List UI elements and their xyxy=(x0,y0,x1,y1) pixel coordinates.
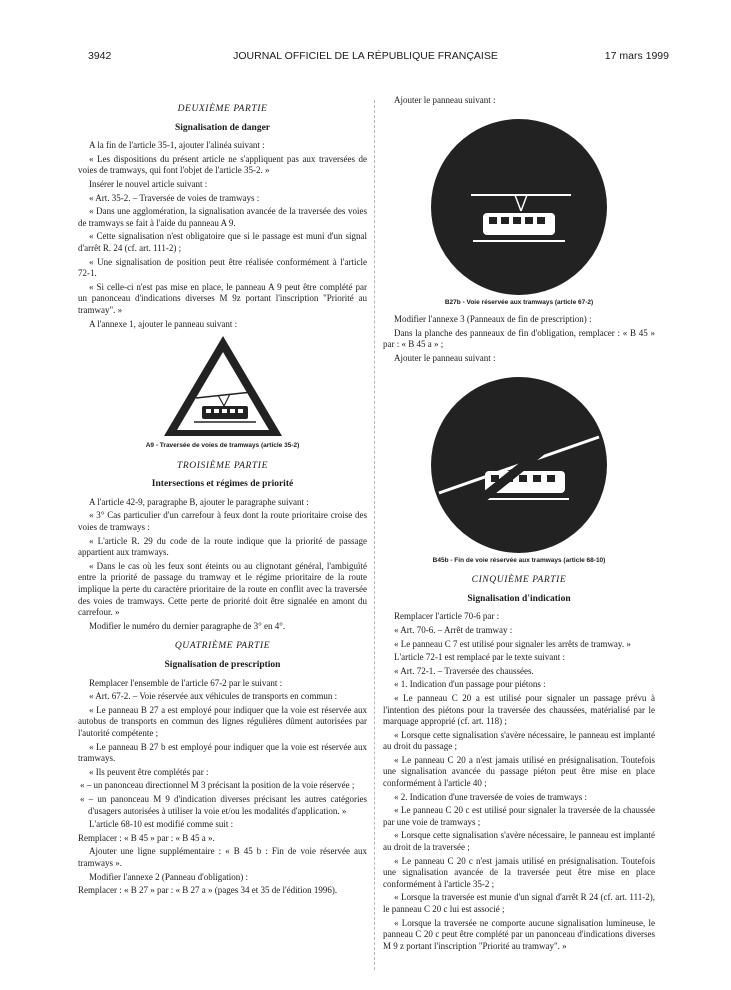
page-number: 3942 xyxy=(88,50,112,62)
figure-caption: A9 - Traversée de voies de tramways (article 35-2) xyxy=(145,442,300,450)
paragraph: « 3° Cas particulier d'un carrefour à feux dont la route prioritaire croise des voies de tramways : xyxy=(78,510,367,533)
paragraph: « Le panneau B 27 a est employé pour indiquer que la voie est réservée aux autobus de transports en commun des lignes régulières dûment autorisées par l'autorité compétente ; xyxy=(78,704,367,738)
section-heading: Intersections et régimes de priorité xyxy=(151,479,294,490)
a9-tram-crossing-sign xyxy=(160,332,286,440)
paragraph: L'article 68-10 est modifié comme suit : xyxy=(89,819,234,830)
paragraph: Remplacer : « B 45 » par : « B 45 a ». xyxy=(78,832,215,843)
paragraph: Modifier l'annexe 3 (Panneaux de fin de prescription) : xyxy=(394,314,592,325)
section-heading: Signalisation de prescription xyxy=(164,660,281,670)
paragraph: Remplacer l'article 70-6 par : xyxy=(394,611,500,622)
b27b-tram-lane-sign xyxy=(429,117,609,297)
paragraph: A la fin de l'article 35-1, ajouter l'alinéa suivant : xyxy=(89,140,265,151)
part-heading: TROISIÈME PARTIE xyxy=(177,460,268,471)
paragraph: « Lorsque la traversée est munie d'un signal d'arrêt R 24 (cf. art. 111-2), le panneau C 20 c lui est associé ; xyxy=(383,892,655,914)
paragraph: « Lorsque cette signalisation s'avère nécessaire, le panneau est implanté au droit du passage ; xyxy=(383,729,655,752)
paragraph: « Dans le cas où les feux sont éteints ou au clignotant général, l'ambiguïté entre la priorité de passage du tramway et le régime prioritaire de la route implique la perte du caractère prioritaire de la route en conflit avec la traversée des voies de tramways. Cette perte de priorité doit être signalée en amont du carrefour. » xyxy=(78,560,367,618)
part-heading: CINQUIÈME PARTIE xyxy=(471,575,567,586)
figure-caption: B27b - Voie réservée aux tramways (article 67-2) xyxy=(444,298,594,306)
paragraph: Dans la planche des panneaux de fin d'obligation, remplacer : « B 45 » par : « B 45 a » ; xyxy=(383,327,655,350)
paragraph: « Art. 67-2. – Voie réservée aux véhicules de transports en commun : xyxy=(89,691,338,702)
paragraph: Modifier l'annexe 2 (Panneau d'obligation) : xyxy=(89,871,248,882)
left-column xyxy=(78,95,367,899)
paragraph: « Art. 70-6. – Arrêt de tramway : xyxy=(394,624,513,635)
paragraph: « Art. 72-1. – Traversée des chaussées. xyxy=(394,665,534,676)
paragraph: Modifier le numéro du dernier paragraphe de 3° en 4°. xyxy=(89,620,286,631)
column-divider xyxy=(374,100,375,970)
section-heading: Signalisation de danger xyxy=(174,122,271,133)
paragraph: « 1. Indication d'un passage pour piétons : xyxy=(394,679,546,690)
paragraph: Ajouter le panneau suivant : xyxy=(394,352,496,363)
paragraph: Remplacer : « B 27 » par : « B 27 a » (pages 34 et 35 de l'édition 1996). xyxy=(78,885,338,896)
part-heading: DEUXIÈME PARTIE xyxy=(177,104,268,114)
section-heading: Signalisation d'indication xyxy=(467,593,571,604)
paragraph: Ajouter une ligne supplémentaire : « B 45 b : Fin de voie réservée aux tramways ». xyxy=(78,846,367,868)
paragraph: « Dans une agglomération, la signalisation avancée de la traversée des voies de tramways se fait à l'aide du panneau A 9. xyxy=(78,206,367,228)
paragraph: Ajouter le panneau suivant : xyxy=(394,95,496,105)
paragraph: A l'article 42-9, paragraphe B, ajouter le paragraphe suivant : xyxy=(89,496,309,507)
paragraph: « Une signalisation de position peut être réalisée conformément à l'article 72-1. xyxy=(78,256,367,279)
b45b-end-tram-lane-sign xyxy=(429,375,609,555)
list-item: « – un panonceau directionnel M 3 précisant la position de la voie réservée ; xyxy=(80,780,355,791)
paragraph: Remplacer l'ensemble de l'article 67-2 par le suivant : xyxy=(89,677,283,688)
paragraph: « Lorsque cette signalisation s'avère nécessaire, le panneau est implanté au droit de la traversée ; xyxy=(383,830,655,853)
part-heading: QUATRIÈME PARTIE xyxy=(174,641,271,652)
paragraph: « Les dispositions du présent article ne s'appliquent pas aux traversées de voies de tramways, qui font l'objet de l'article 35-2. » xyxy=(78,153,367,176)
paragraph: A l'annexe 1, ajouter le panneau suivant : xyxy=(89,318,238,329)
paragraph: « Cette signalisation n'est obligatoire que si le passage est muni d'un signal d'arrêt R. 24 (cf. art. 111-2) ; xyxy=(78,231,367,253)
paragraph: « Le panneau B 27 b est employé pour indiquer que la voie est réservée aux tramways. xyxy=(78,741,367,764)
paragraph: « Ils peuvent être complétés par : xyxy=(89,766,209,777)
paragraph: « Le panneau C 7 est utilisé pour signaler les arrêts de tramway. » xyxy=(394,638,631,649)
paragraph: « Art. 35-2. – Traversée de voies de tramways : xyxy=(89,192,260,203)
paragraph: « Le panneau C 20 c n'est jamais utilisé en présignalisation. Toutefois une signalisation avancée de la traversée peut être mise en place conformément à l'article 35-2 ; xyxy=(383,855,655,889)
issue-date: 17 mars 1999 xyxy=(604,50,669,62)
paragraph: « Si celle-ci n'est pas mise en place, le panneau A 9 peut être complété par un panonceau d'indications diverses M 9z portant l'inscription "Priorité au tramway". » xyxy=(78,281,367,315)
journal-title: JOURNAL OFFICIEL DE LA RÉPUBLIQUE FRANÇAISE xyxy=(233,50,498,62)
paragraph: « 2. Indication d'une traversée de voies de tramways : xyxy=(394,791,588,802)
paragraph: Insérer le nouvel article suivant : xyxy=(89,178,208,189)
paragraph: « L'article R. 29 du code de la route indique que la priorité de passage appartient aux tramways. xyxy=(78,535,367,558)
paragraph: « Le panneau C 20 a n'est jamais utilisé en présignalisation. Toutefois une signalisation avancée du passage piéton peut être mise en place conformément à l'article 40 ; xyxy=(383,754,655,789)
right-column xyxy=(383,95,655,954)
figure-caption: B45b - Fin de voie réservée aux tramways (article 68-10) xyxy=(432,556,606,564)
paragraph: « Lorsque la traversée ne comporte aucune signalisation lumineuse, le panneau C 20 c peut être complété par un panonceau d'indications diverses M 9 z portant l'inscription "Priorité au tramway". » xyxy=(383,917,655,951)
paragraph: « Le panneau C 20 c est utilisé pour signaler la traversée de la chaussée par une voie de tramways ; xyxy=(383,805,655,827)
paragraph: « Le panneau C 20 a est utilisé pour signaler un passage prévu à l'intention des piétons pour la traversée des chaussées, matérialisé par le marquage approprié (cf. art. 118) ; xyxy=(383,692,655,727)
list-item: « – un panonceau M 9 d'indication diverses précisant les autres catégories d'usagers autorisées à utiliser la voie et/ou les modalités d'application. » xyxy=(80,793,367,816)
paragraph: L'article 72-1 est remplacé par le texte suivant : xyxy=(394,652,566,663)
